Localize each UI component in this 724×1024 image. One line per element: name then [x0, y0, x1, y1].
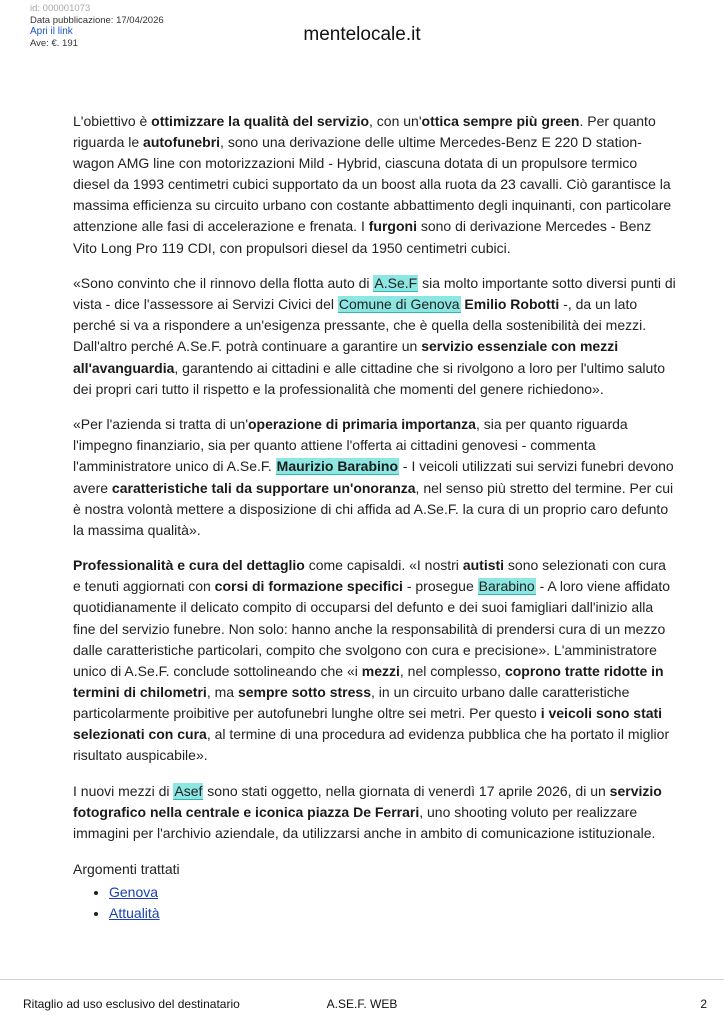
- text-run: - A loro viene affidato quotidianamente il delicato compito di occuparsi del defunto e dei suoi famigliari dall'inizio alla fine del servizio funebre. Non solo: hanno anche la responsabilità di prendersi cura di un mezzo dalle caratteristiche particolari, compito che svolgono con cura e precisione». L'amministratore unico di A.Se.F. conclude sottolineando che «i: [73, 578, 671, 679]
- publication-date: Data pubblicazione: 17/04/2026: [30, 14, 164, 26]
- bold-run: autisti: [462, 557, 505, 574]
- bold-run: caratteristiche tali da supportare un'onoranza: [111, 479, 416, 496]
- paragraph-2: [73, 273, 677, 400]
- text-run: , nel senso più stretto del termine. Per cui è nostra volontà mettere a disposizione di chi affida ad A.Se.F. la cura di un proprio caro defunto la massima qualità».: [73, 479, 674, 538]
- bold-run: i veicoli sono stati selezionati con cura: [73, 704, 663, 743]
- text-run: come capisaldi. «I nostri: [304, 557, 463, 574]
- topic-item: [109, 882, 677, 903]
- highlight-barabino: Barabino: [478, 578, 535, 595]
- text-run: sono stati oggetto, nella giornata di venerdì 17 aprile 2026, di un: [203, 782, 610, 799]
- paragraph-4: [73, 555, 677, 766]
- bold-run: operazione di primaria importanza: [248, 416, 476, 433]
- page-number: 2: [700, 997, 707, 1011]
- site-title: mentelocale.it: [303, 24, 421, 45]
- bold-run: servizio fotografico nella centrale e iconica piazza De Ferrari: [73, 782, 662, 820]
- topic-link-attualita[interactable]: Attualità: [109, 904, 160, 921]
- text-run: , garantendo ai cittadini e alle cittadine che si rivolgono a loro per l'ultimo saluto dei propri cari tutto il rispetto e la professionalità che momenti del genere richiedono».: [73, 359, 665, 397]
- bold-run: furgoni: [368, 218, 417, 235]
- bold-run: mezzi: [361, 662, 400, 679]
- bold-run: servizio essenziale con mezzi all'avanguardia: [73, 338, 619, 376]
- topic-link-genova[interactable]: Genova: [109, 883, 159, 900]
- paragraph-3: [73, 414, 677, 541]
- bold-run: ottimizzare la qualità del servizio: [151, 113, 370, 129]
- text-run: . Per quanto riguarda le: [73, 113, 656, 151]
- text-run: L'obiettivo è: [73, 113, 152, 129]
- text-run: - I veicoli utilizzati sui servizi funebri devono avere: [73, 458, 674, 496]
- highlight-asef: Asef: [174, 782, 203, 799]
- text-run: «Sono convinto che il rinnovo della flotta auto di: [73, 275, 374, 292]
- text-run: , al termine di una procedura ad evidenza pubblica che ha portato il miglior risultato auspicabile».: [73, 726, 670, 764]
- text-run: I nuovi mezzi di: [73, 782, 174, 799]
- text-run: , con un': [369, 113, 422, 129]
- text-run: , sia per quanto riguarda l'impegno finanziario, sia per quanto attiene l'offerta ai cittadini genovesi - commenta l'amministratore unico di A.Se.F.: [73, 416, 628, 475]
- footer-source: A.SE.F. WEB: [326, 997, 398, 1011]
- highlight-maurizio-barabino: Maurizio Barabino: [276, 458, 399, 475]
- footer-disclaimer: Ritaglio ad uso esclusivo del destinatario: [23, 997, 240, 1011]
- text-run: - prosegue: [402, 578, 478, 595]
- text-run: , nel complesso,: [399, 662, 505, 679]
- ave-value: Ave: €. 191: [30, 37, 78, 49]
- bold-run: ottica sempre più green: [421, 113, 580, 129]
- clipping-id: id: 000001073: [30, 3, 91, 14]
- bold-run: Professionalità e cura del dettaglio: [73, 557, 305, 574]
- text-run: -, da un lato perché si va a rispondere a un'esigenza pressante, che è quella della sostenibilità dei mezzi. Dall'altro perché A.Se.F. potrà continuare a garantire un: [73, 296, 647, 355]
- text-run: , uno shooting voluto per realizzare immagini per l'archivio aziendale, da utilizzarsi anche in ambito di comunicazione istituzionale.: [73, 803, 656, 841]
- topics-heading: Argomenti trattati: [73, 860, 180, 877]
- bold-run: coprono tratte ridotte in termini di chilometri: [73, 662, 664, 700]
- highlight-asef: A.Se.F: [374, 275, 418, 292]
- bold-run: Emilio Robotti: [464, 296, 560, 313]
- text-run: sia molto importante sotto diversi punti di vista - dice l'assessore ai Servizi Civici del: [73, 275, 676, 313]
- bold-run: autofunebri: [143, 134, 221, 151]
- topics-list: [73, 882, 677, 924]
- text-run: sono di derivazione Mercedes - Benz Vito Long Pro 119 CDI, con propulsori diesel da 1950 centimetri cubici.: [73, 218, 652, 256]
- bold-run: corsi di formazione specifici: [214, 578, 403, 595]
- text-run: , in un circuito urbano dalle caratteristiche particolarmente proibitive per autofunebri lunghe oltre sei metri. Per questo: [73, 683, 630, 721]
- paragraph-1: [73, 111, 677, 259]
- text-run: sono selezionati con cura e tenuti aggiornati con: [73, 557, 666, 595]
- text-run: «Per l'azienda si tratta di un': [73, 416, 248, 433]
- highlight-comune-di-genova: Comune di Genova: [338, 296, 460, 313]
- article-body: [73, 111, 677, 924]
- bold-run: sempre sotto stress: [237, 683, 371, 700]
- paragraph-5: [73, 781, 677, 844]
- open-link[interactable]: Apri il link: [30, 26, 73, 37]
- text-run: , sono una derivazione delle ultime Mercedes-Benz E 220 D station-wagon AMG line con motorizzazioni Mild - Hybrid, ciascuna dotata di un propulsore termico diesel da 1993 centimetri cubici supportato da un boost alla ruota da 23 cavalli. Ciò garantisce la massima efficienza su circuito urbano con costante abbattimento degli inquinanti, con particolare attenzione alle fasi di accelerazione e frenata. I: [73, 134, 672, 235]
- footer-divider: [0, 979, 724, 980]
- text-run: , ma: [206, 683, 238, 700]
- topic-item: [109, 903, 677, 924]
